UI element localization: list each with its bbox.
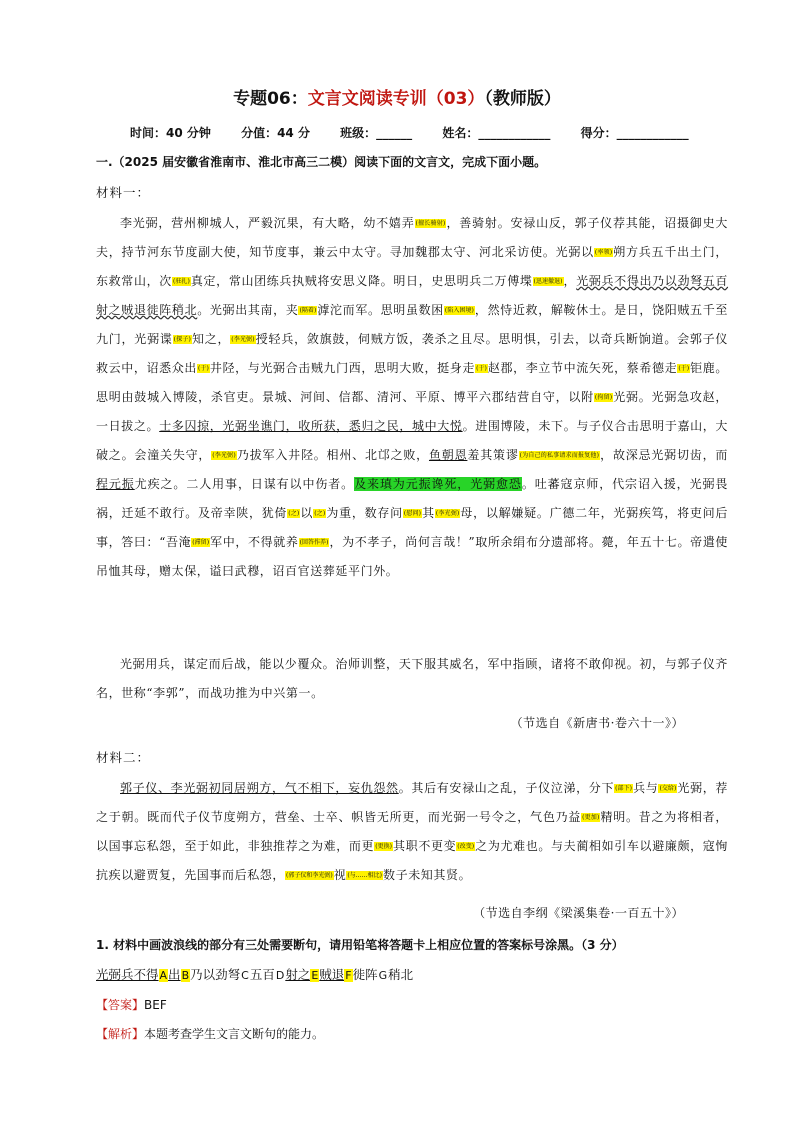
gloss: (于) bbox=[678, 365, 690, 372]
answer-value: BEF bbox=[144, 998, 167, 1012]
segment-letter: G bbox=[378, 969, 388, 982]
segment-letter: B bbox=[181, 969, 190, 982]
material2-label: 材料二： bbox=[96, 750, 151, 765]
question-heading: 一.（2025 届安徽省淮南市、淮北市高三二模）阅读下面的文言文，完成下面小题。 bbox=[96, 155, 547, 169]
gloss: (之) bbox=[314, 510, 326, 517]
exam-meta bbox=[130, 124, 730, 141]
segment: 稍北 bbox=[388, 967, 414, 982]
question1-stem: 1. 材料中画波浪线的部分有三处需要断句，请用铅笔将答题卡上相应位置的答案标号涂黑。（3 分） bbox=[96, 938, 624, 952]
gloss: (郭子仪和李光弼) bbox=[286, 872, 333, 879]
gloss: (慰问) bbox=[403, 510, 421, 517]
material1-label: 材料一： bbox=[96, 185, 151, 200]
meta-got: 得分：____________ bbox=[580, 126, 689, 140]
gloss: (李光弼) bbox=[435, 510, 460, 517]
gloss: (驻扎) bbox=[172, 278, 190, 285]
gloss: (滞留) bbox=[192, 539, 210, 546]
segment: 乃以劲弩 bbox=[190, 967, 241, 982]
meta-time: 时间：40 分钟 bbox=[130, 126, 211, 140]
meta-score: 分值：44 分 bbox=[241, 126, 310, 140]
segment: 射之 bbox=[285, 967, 311, 982]
segment: 光弼兵不得 bbox=[96, 967, 159, 982]
segment-letter: F bbox=[345, 969, 352, 982]
material1-source: （节选自《新唐书·卷六十一》） bbox=[510, 716, 684, 730]
gloss: (为自己的私事请求而报复他) bbox=[519, 452, 599, 459]
answer-line bbox=[96, 996, 167, 1013]
segment: 出 bbox=[168, 967, 181, 982]
gloss: (擅长骑射) bbox=[415, 220, 446, 227]
material1-passage: 李光弼，营州柳城人，严毅沉果，有大略，幼不嬉弄(擅长骑射)，善骑射。安禄山反，郭子仪荐其能，诏摄御史大夫，持节河东节度副大使，知节度事，兼云中太守。寻加魏郡太守、河北采访使。光弼以(率领)朔方兵五千出土门，东救常山，次(驻扎)真定，常山团练兵执贼将安思义降。明日，史思明兵二万傅堞(迅速撤退)，光弼兵不得出乃以劲弩五百射之贼退徙阵稍北。光弼出其南，夹(隔着)滹沱而军。思明虽数困(陷入困境)，然恃近救，解鞍休士。是日，饶阳贼五千至九门，光弼谍(探子)知之，(李光弼)授轻兵，敛旗鼓，伺贼方饭，袭杀之且尽。思明惧，引去，以奇兵断饷道。会郭子仪救云中，诏悉众出(于)井陉，与光弼合击贼九门西，思明大败，挺身走(于)赵郡，李立节中流矢死，蔡希德走(于)钜鹿。思明由鼓城入博陵，杀官吏。景城、河间、信都、清河、平原、博平六郡结营自守，以附(拘留)光弼。光弼急攻赵，一日拔之。士多囚掠，光弼坐谯门，收所获，悉归之民，城中大悦。进围博陵，未下。与子仪合击思明于嘉山，大破之。会潼关失守，(李光弼)乃拔军入井陉。相州、北邙之败，鱼朝恩羞其策谬(为自己的私事请求而报复他)，故深忌光弼切齿，而程元振尤疾之。二人用事，日谋有以中伤者。及来瑱为元振谗死，光弼愈恐。吐蕃寇京师，代宗诏入援，光弼畏祸，迁延不敢行。及帝幸陕，犹倚(之)以(之)为重，数存问(慰问)其(李光弼)母，以解嫌疑。广德二年，光弼疾笃，将吏问后事，答曰：“吾淹(滞留)军中，不得就养(回答作养)，为不孝子，尚何言哉！”取所余绢布分遗部将。薨，年五十七。帝遣使吊恤其母，赠太保，谥曰武穆，诏百官送葬延平门外。 bbox=[96, 216, 729, 578]
title-topic: 文言文阅读专训（03） bbox=[307, 89, 485, 109]
material2-source: （节选自李纲《梁溪集卷·一百五十》） bbox=[473, 906, 684, 920]
gloss: (于) bbox=[198, 365, 209, 372]
gloss: (回答作养) bbox=[299, 539, 329, 546]
answer-label: 【答案】 bbox=[96, 998, 145, 1012]
segment-letter: A bbox=[159, 969, 168, 982]
gloss: (更加) bbox=[582, 814, 600, 821]
question1-segments bbox=[96, 965, 413, 983]
material1-summary: 光弼用兵，谋定而后战，能以少覆众。治师训整，天下服其威名，军中指顾，诸将不敢仰视。初，与郭子仪齐名，世称“李郭”，而战功推为中兴第一。 bbox=[96, 657, 728, 700]
title-suffix: （教师版） bbox=[484, 89, 561, 109]
title-prefix: 专题06： bbox=[233, 89, 308, 109]
segment-letter: D bbox=[275, 969, 285, 982]
gloss: (迅速撤退) bbox=[533, 278, 563, 285]
analysis-text: 本题考查学生文言文断句的能力。 bbox=[144, 1027, 325, 1041]
gloss: (之) bbox=[288, 510, 300, 517]
meta-class: 班级：______ bbox=[340, 126, 413, 140]
gloss: (交给) bbox=[659, 785, 677, 792]
gloss: (与……相比) bbox=[347, 872, 382, 879]
segment: 五百 bbox=[249, 967, 275, 982]
gloss: (隔着) bbox=[299, 307, 317, 314]
gloss: (李光弼) bbox=[231, 336, 255, 343]
segment: 贼退 bbox=[319, 967, 345, 982]
material2-passage: 郭子仪、李光弼初同居朔方，气不相下，妄仇怨然。其后有安禄山之乱，子仪泣涕，分下(部下)兵与(交给)光弼，荐之于朝。既而代子仪节度朔方，营垒、士卒、帜皆无所更，而光弼一号令之，气色乃益(更加)精明。昔之为将相者，以国事忘私怨，至于如此，非独推荐之为难，而更(更换)其职不更变(改变)之为尤难也。与夫蔺相如引车以避廉颇，寇恂抗疾以避贾复，先国事而后私怨，(郭子仪和李光弼)视(与……相比)数子未知其贤。 bbox=[96, 781, 729, 882]
gloss: (改变) bbox=[457, 843, 475, 850]
analysis-label: 【解析】 bbox=[96, 1027, 145, 1041]
page-title bbox=[0, 84, 794, 109]
gloss: (探子) bbox=[173, 336, 191, 343]
gloss: (率领) bbox=[594, 249, 613, 256]
gloss: (拘留) bbox=[594, 394, 613, 401]
segment-letter: C bbox=[241, 969, 249, 982]
meta-name: 姓名：____________ bbox=[442, 126, 551, 140]
gloss: (李光弼) bbox=[212, 452, 236, 459]
segment-letter: E bbox=[311, 969, 319, 982]
gloss: (部下) bbox=[615, 785, 633, 792]
gloss: (陷入困境) bbox=[444, 307, 474, 314]
gloss: (于) bbox=[476, 365, 487, 372]
segment: 徙阵 bbox=[352, 967, 378, 982]
analysis-line bbox=[96, 1025, 324, 1042]
gloss: (更换) bbox=[375, 843, 393, 850]
